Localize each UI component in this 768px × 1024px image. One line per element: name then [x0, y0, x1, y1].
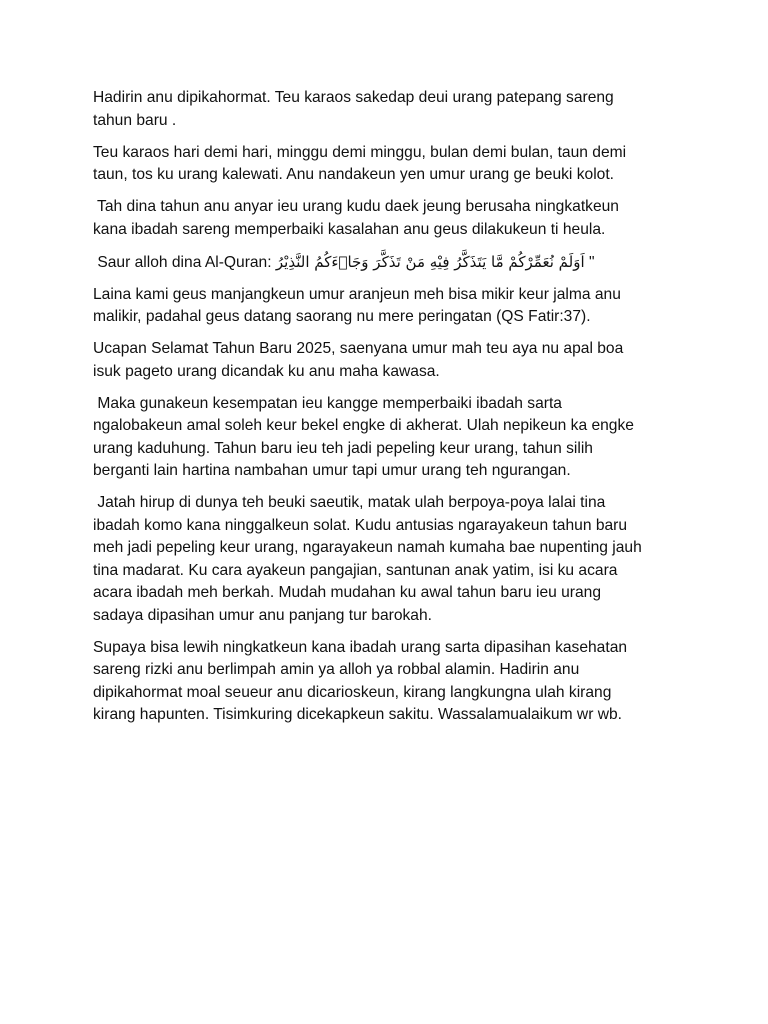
arabic-verse: اَوَلَمْ نُعَمِّرْكُمْ مَّا يَتَذَكَّرُ فِيْهِ مَنْ تَذَكَّرَ وَجَاۤءَكُمُ النَّذِيْرُ	[275, 252, 585, 271]
text-line: sareng rizki anu berlimpah amin ya alloh ya robbal alamin. Hadirin anu	[93, 661, 580, 678]
paragraph-quran-quote	[93, 251, 685, 275]
text-line: kirang hapunten. Tisimkuring dicekapkeun sakitu. Wassalamualaikum wr wb.	[93, 706, 622, 723]
quote-prefix: Saur alloh dina Al-Quran:	[93, 253, 276, 271]
paragraph-greeting-2025	[93, 338, 685, 383]
paragraph-new-year-effort	[93, 196, 685, 241]
paragraph-closing	[93, 637, 685, 727]
text-line: malikir, padahal geus datang saorang nu mere peringatan (QS Fatir:37).	[93, 308, 591, 325]
text-line: berganti lain hartina nambahan umur tapi umur urang teh ngurangan.	[93, 462, 571, 479]
text-line: Teu karaos hari demi hari, minggu demi minggu, bulan demi bulan, taun demi	[93, 143, 627, 161]
text-line: taun, tos ku urang kalewati. Anu nandakeun yen umur urang ge beuki kolot.	[93, 166, 615, 183]
text-line: ngalobakeun amal soleh keur bekel engke di akherat. Ulah nepikeun ka engke	[93, 417, 634, 434]
text-line: sadaya dipasihan umur anu panjang tur barokah.	[93, 606, 432, 624]
text-line: acara ibadah meh berkah. Mudah mudahan ku awal tahun baru ieu urang	[93, 584, 602, 601]
text-line: Laina kami geus manjangkeun umur aranjeun meh bisa mikir keur jalma anu	[93, 285, 621, 303]
text-line: kana ibadah sareng memperbaiki kasalahan anu geus dilakukeun ti heula.	[93, 220, 606, 238]
paragraph-life-share	[93, 492, 685, 627]
text-line: urang kaduhung. Tahun baru ieu teh jadi pepeling keur urang, tahun silih	[93, 439, 593, 457]
paragraph-translation	[93, 284, 685, 329]
text-line: Ucapan Selamat Tahun Baru 2025, saenyana umur mah teu aya nu apal boa	[93, 340, 624, 357]
text-line: dipikahormat moal seueur anu dicarioskeun, kirang langkungna ulah kirang	[93, 683, 612, 701]
text-line: Tah dina tahun anu anyar ieu urang kudu daek jeung berusaha ningkatkeun	[93, 198, 619, 215]
paragraph-time-passing	[93, 142, 685, 187]
text-line: ibadah komo kana ninggalkeun solat. Kudu antusias ngarayakeun tahun baru	[93, 516, 628, 534]
text-line: meh jadi pepeling keur urang, ngarayakeun namah kumaha bae nupenting jauh	[93, 539, 642, 556]
paragraph-greeting	[93, 87, 685, 132]
quote-line	[93, 251, 685, 275]
text-line: Hadirin anu dipikahormat. Teu karaos sakedap deui urang patepang sareng	[93, 89, 614, 106]
quote-suffix: "	[584, 253, 595, 271]
text-line: isuk pageto urang dicandak ku anu maha kawasa.	[93, 362, 440, 380]
text-line: tahun baru .	[93, 111, 177, 129]
document-body	[93, 87, 685, 736]
text-line: Supaya bisa lewih ningkatkeun kana ibadah urang sarta dipasihan kasehatan	[93, 638, 628, 656]
text-line: tina madarat. Ku cara ayakeun pangajian, santunan anak yatim, isi ku acara	[93, 561, 618, 579]
text-line: Jatah hirup di dunya teh beuki saeutik, matak ulah berpoya-poya lalai tina	[93, 494, 606, 511]
paragraph-use-opportunity	[93, 393, 685, 483]
text-line: Maka gunakeun kesempatan ieu kangge memperbaiki ibadah sarta	[93, 394, 562, 412]
